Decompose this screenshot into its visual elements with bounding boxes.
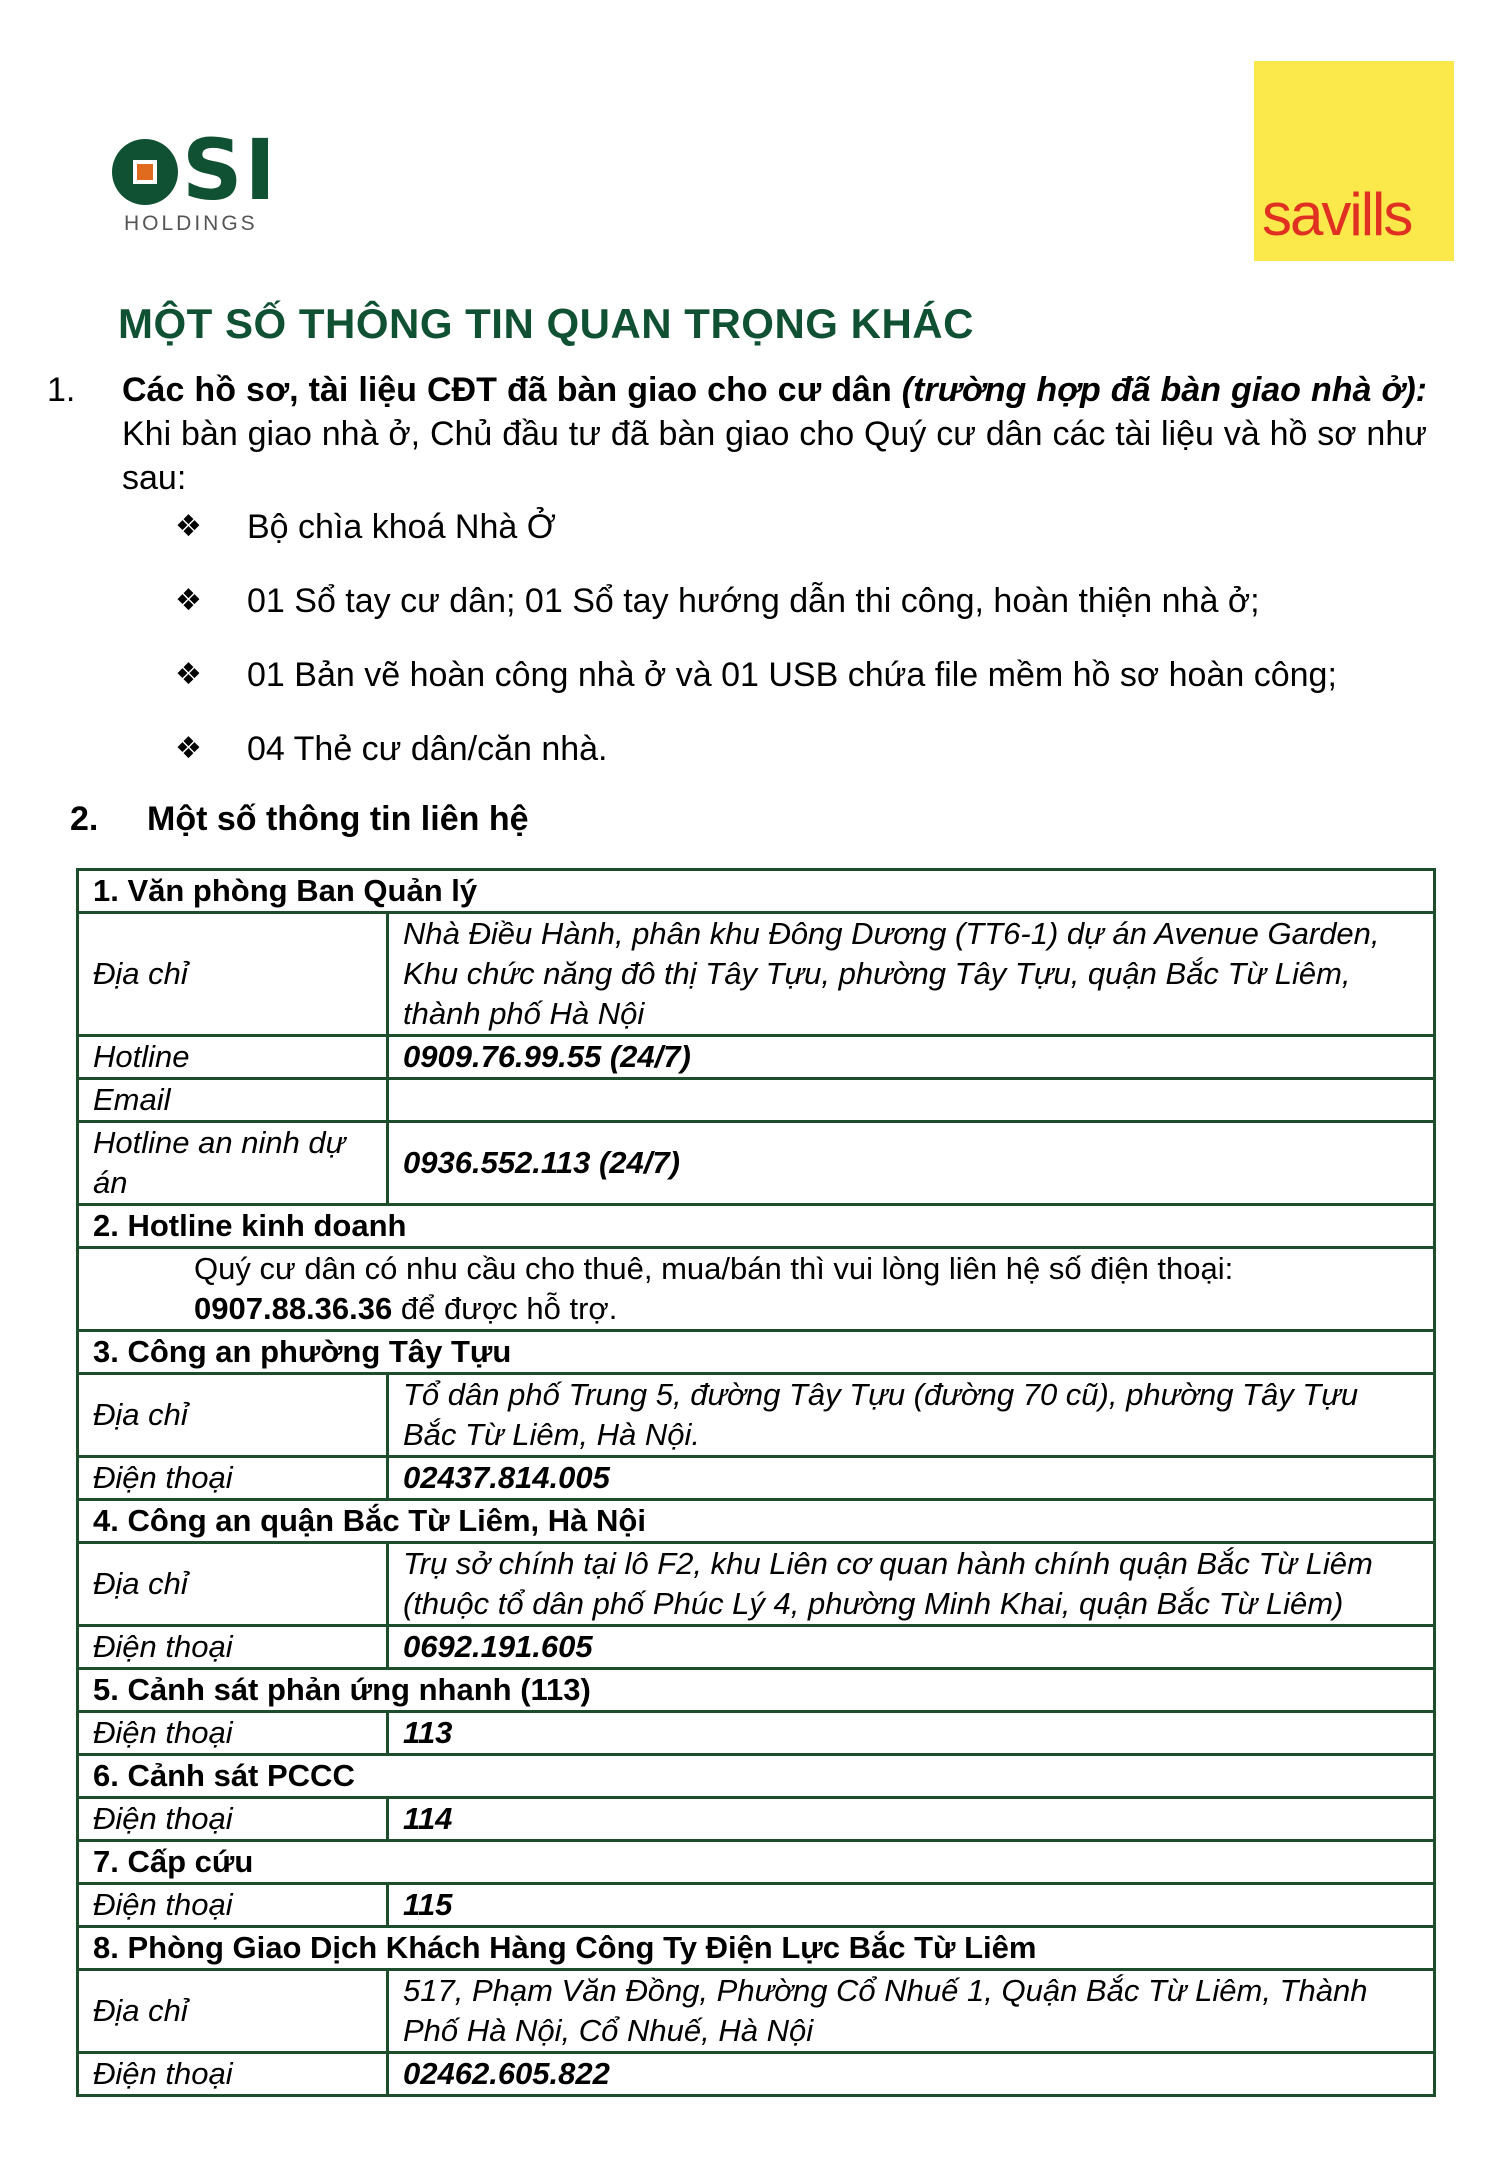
section-1-text: Khi bàn giao nhà ở, Chủ đầu tư đã bàn giao cho Quý cư dân các tài liệu và hồ sơ như sau: [122,415,1427,497]
phone-label: Điện thoại [78,1798,388,1841]
table-row [78,870,1435,913]
osi-logo-letters: SI [182,121,278,219]
section-2-heading [70,797,529,841]
phone-label: Điện thoại [78,2053,388,2096]
page-title: MỘT SỐ THÔNG TIN QUAN TRỌNG KHÁC [118,300,974,347]
phone-label: Điện thoại [78,1712,388,1755]
hotline-label: Hotline [78,1036,388,1079]
emergency-phone[interactable]: 115 [388,1884,1435,1927]
table-row [78,1543,1435,1626]
table-row [78,2053,1435,2096]
phone-label: Điện thoại [78,1884,388,1927]
diamond-bullet-icon: ❖ [175,584,202,617]
sales-note-suffix: để được hỗ trợ. [400,1291,618,1326]
table-row [78,1079,1435,1122]
table-row [78,1755,1435,1798]
phone-label: Điện thoại [78,1626,388,1669]
list-item-text: 04 Thẻ cư dân/căn nhà. [247,730,608,768]
diamond-bullet-icon: ❖ [175,510,202,543]
fire-police-phone[interactable]: 114 [388,1798,1435,1841]
table-row [78,1036,1435,1079]
section-1-number: 1. [47,371,76,409]
group-title: 2. Hotline kinh doanh [78,1205,1435,1248]
savills-logo-text: savills [1262,181,1412,248]
sales-hotline-phone[interactable]: 0907.88.36.36 [194,1291,393,1326]
address-label: Địa chỉ [78,1374,388,1457]
list-item-text: 01 Bản vẽ hoàn công nhà ở và 01 USB chứa file mềm hồ sơ hoàn công; [247,656,1337,694]
savills-logo [1254,61,1454,261]
section-1-lead-note: (trường hợp đã bàn giao nhà ở): [901,371,1427,409]
group-title: 1. Văn phòng Ban Quản lý [78,870,1435,913]
table-row [78,1626,1435,1669]
table-row [78,913,1435,1036]
table-row [78,1248,1435,1331]
table-row [78,1712,1435,1755]
diamond-bullet-icon: ❖ [175,658,202,691]
ward-police-phone[interactable]: 02437.814.005 [388,1457,1435,1500]
list-item-text: 01 Sổ tay cư dân; 01 Sổ tay hướng dẫn thi công, hoàn thiện nhà ở; [247,582,1260,620]
electricity-office-address: 517, Phạm Văn Đồng, Phường Cổ Nhuế 1, Quận Bắc Từ Liêm, Thành Phố Hà Nội, Cổ Nhuế, Hà Nội [388,1970,1435,2053]
group-title: 3. Công an phường Tây Tựu [78,1331,1435,1374]
osi-logo-o-mark [112,139,178,205]
table-row [78,1970,1435,2053]
address-label: Địa chỉ [78,913,388,1036]
table-row [78,1122,1435,1205]
section-1 [47,368,1427,500]
address-label: Địa chỉ [78,1543,388,1626]
district-police-phone[interactable]: 0692.191.605 [388,1626,1435,1669]
table-row [78,1927,1435,1970]
osi-logo-subtitle: HOLDINGS [124,212,258,235]
table-row [78,1374,1435,1457]
management-office-hotline[interactable]: 0909.76.99.55 (24/7) [388,1036,1435,1079]
diamond-bullet-icon: ❖ [175,732,202,765]
ward-police-address: Tổ dân phố Trung 5, đường Tây Tựu (đường 70 cũ), phường Tây Tựu Bắc Từ Liêm, Hà Nội. [388,1374,1435,1457]
management-office-address: Nhà Điều Hành, phân khu Đông Dương (TT6-1) dự án Avenue Garden, Khu chức năng đô thị Tây Tựu, phường Tây Tựu, quận Bắc Từ Liêm, thành phố Hà Nội [388,913,1435,1036]
osi-logo-wordmark [112,121,278,219]
rapid-response-phone[interactable]: 113 [388,1712,1435,1755]
table-row [78,1457,1435,1500]
table-row [78,1884,1435,1927]
security-hotline-label: Hotline an ninh dự án [78,1122,388,1205]
group-title: 4. Công an quận Bắc Từ Liêm, Hà Nội [78,1500,1435,1543]
osi-holdings-logo [112,121,282,238]
address-label: Địa chỉ [78,1970,388,2053]
sales-hotline-note [78,1248,1435,1331]
sales-note-text: Quý cư dân có nhu cầu cho thuê, mua/bán thì vui lòng liên hệ số điện thoại: [194,1251,1234,1286]
phone-label: Điện thoại [78,1457,388,1500]
table-row [78,1205,1435,1248]
group-title: 5. Cảnh sát phản ứng nhanh (113) [78,1669,1435,1712]
management-office-email [388,1079,1435,1122]
contacts-table [76,868,1436,2097]
email-label: Email [78,1079,388,1122]
table-row [78,1669,1435,1712]
security-hotline[interactable]: 0936.552.113 (24/7) [388,1122,1435,1205]
table-row [78,1500,1435,1543]
section-2-number: 2. [70,800,99,838]
list-item-text: Bộ chìa khoá Nhà Ở [247,508,556,546]
electricity-office-phone[interactable]: 02462.605.822 [388,2053,1435,2096]
table-row [78,1798,1435,1841]
group-title: 6. Cảnh sát PCCC [78,1755,1435,1798]
section-2-title: Một số thông tin liên hệ [147,800,529,838]
group-title: 8. Phòng Giao Dịch Khách Hàng Công Ty Điện Lực Bắc Từ Liêm [78,1927,1435,1970]
table-row [78,1331,1435,1374]
section-1-paragraph [122,368,1427,500]
section-1-lead: Các hồ sơ, tài liệu CĐT đã bàn giao cho cư dân [122,371,892,409]
district-police-address: Trụ sở chính tại lô F2, khu Liên cơ quan hành chính quận Bắc Từ Liêm (thuộc tổ dân phố Phúc Lý 4, phường Minh Khai, quận Bắc Từ Liêm) [388,1543,1435,1626]
table-row [78,1841,1435,1884]
group-title: 7. Cấp cứu [78,1841,1435,1884]
